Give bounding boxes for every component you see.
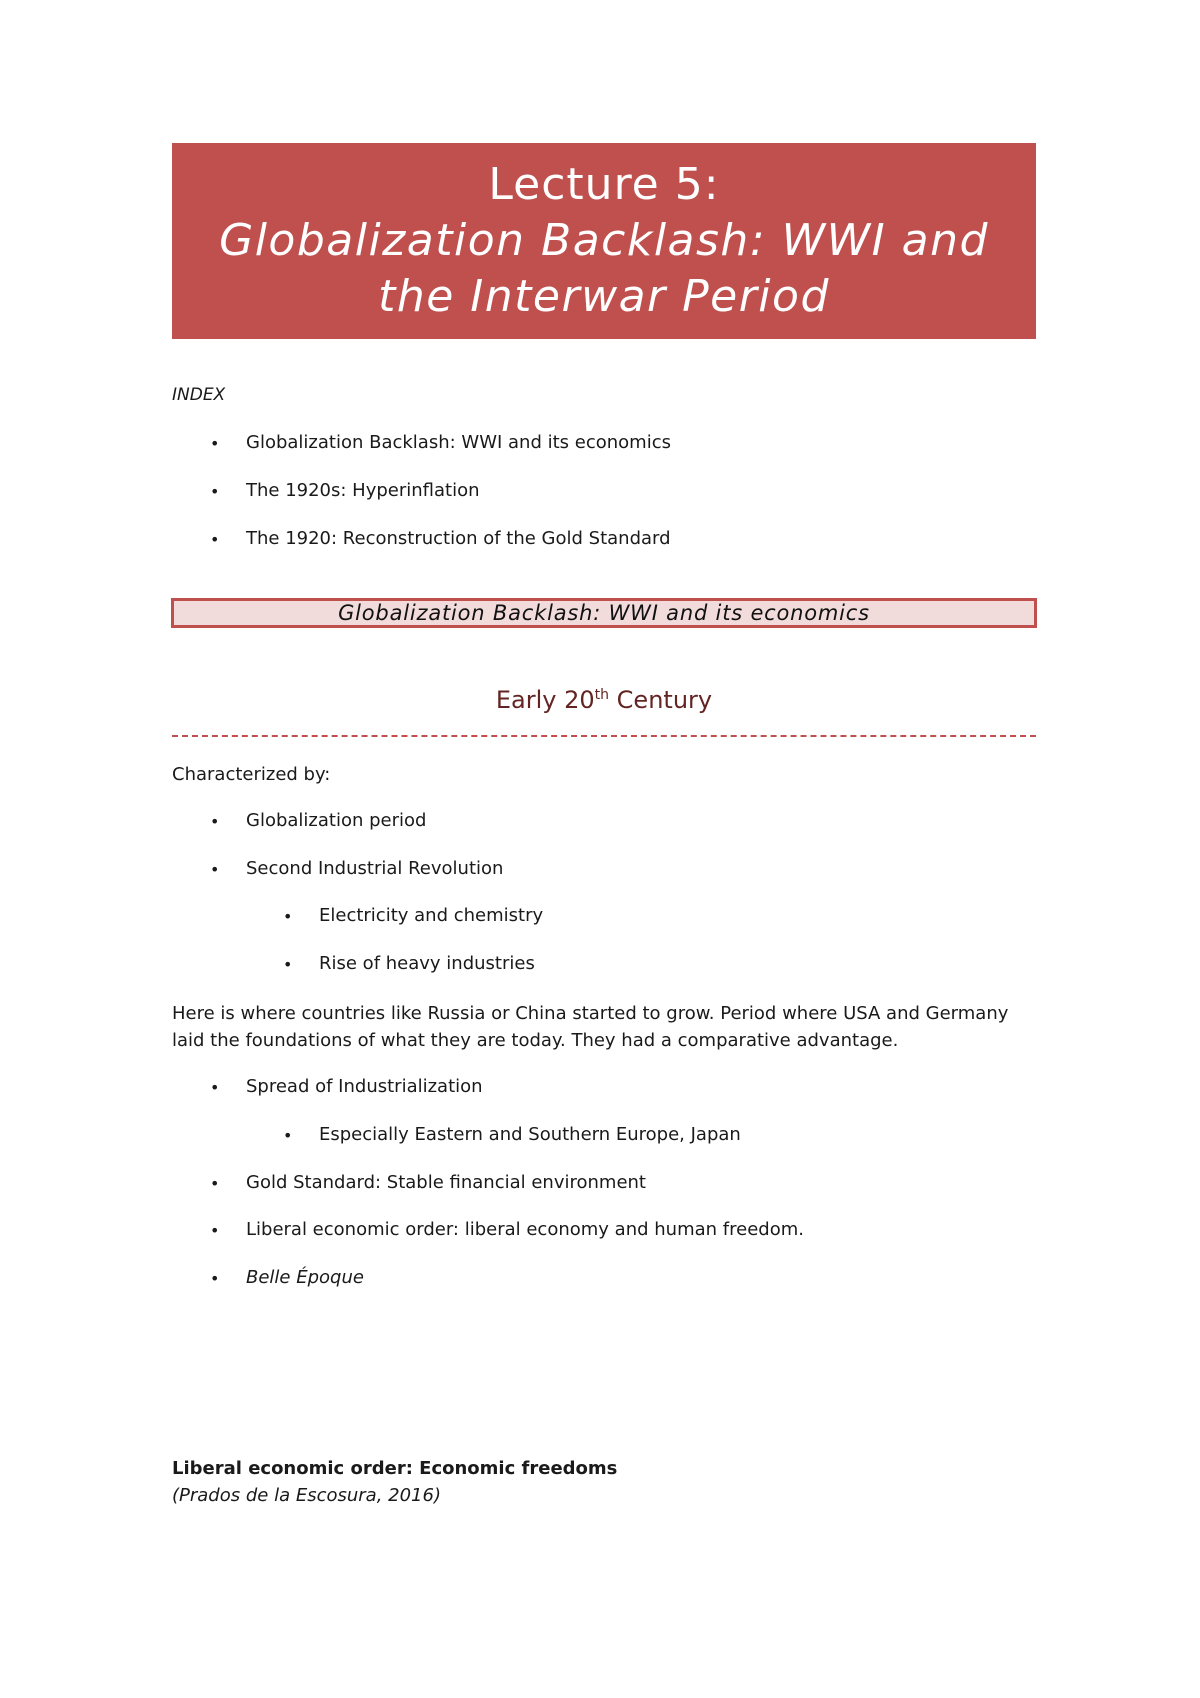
bullet-icon: • [210,812,220,831]
index-label: INDEX [172,385,226,405]
bullet-icon: • [210,1221,220,1240]
bullet-icon: • [283,955,293,974]
list-item: Globalization period [246,810,427,831]
closing-heading: Liberal economic order: Economic freedoms [172,1458,618,1479]
subheading [172,686,1036,714]
subheading-text-end: Century [609,686,713,714]
list-item: Spread of Industrialization [246,1076,483,1097]
bullet-icon: • [210,1174,220,1193]
index-item: The 1920: Reconstruction of the Gold Standard [246,528,671,549]
lecture-title-line-1: Globalization Backlash: WWI and [219,215,989,266]
list-item: Liberal economic order: liberal economy and human freedom. [246,1219,804,1240]
section-heading: Globalization Backlash: WWI and its economics [171,598,1037,628]
sub-list-item: Electricity and chemistry [319,905,544,926]
dashed-divider [172,735,1036,737]
bullet-icon: • [283,1126,293,1145]
sub-list-item: Rise of heavy industries [319,953,535,974]
closing-citation: (Prados de la Escosura, 2016) [172,1485,441,1506]
list-item: Belle Époque [246,1267,364,1288]
bullet-icon: • [283,907,293,926]
bullet-icon: • [210,530,220,549]
paragraph-line: laid the foundations of what they are today. They had a comparative advantage. [172,1030,899,1051]
lecture-title-line-2: the Interwar Period [378,271,830,322]
body-paragraph [172,1000,1036,1054]
bullet-icon: • [210,860,220,879]
intro-text: Characterized by: [172,764,331,785]
list-item: Gold Standard: Stable financial environment [246,1172,646,1193]
sub-list-item: Especially Eastern and Southern Europe, Japan [319,1124,741,1145]
list-item: Second Industrial Revolution [246,858,504,879]
bullet-icon: • [210,434,220,453]
index-item: The 1920s: Hyperinflation [246,480,480,501]
index-item: Globalization Backlash: WWI and its economics [246,432,671,453]
subheading-text: Early 20 [495,686,595,714]
bullet-icon: • [210,1078,220,1097]
title-banner [172,143,1036,339]
lecture-number: Lecture 5: [488,159,720,210]
bullet-icon: • [210,1269,220,1288]
bullet-icon: • [210,482,220,501]
paragraph-line: Here is where countries like Russia or China started to grow. Period where USA and Germany [172,1003,1009,1024]
subheading-superscript: th [594,687,610,703]
